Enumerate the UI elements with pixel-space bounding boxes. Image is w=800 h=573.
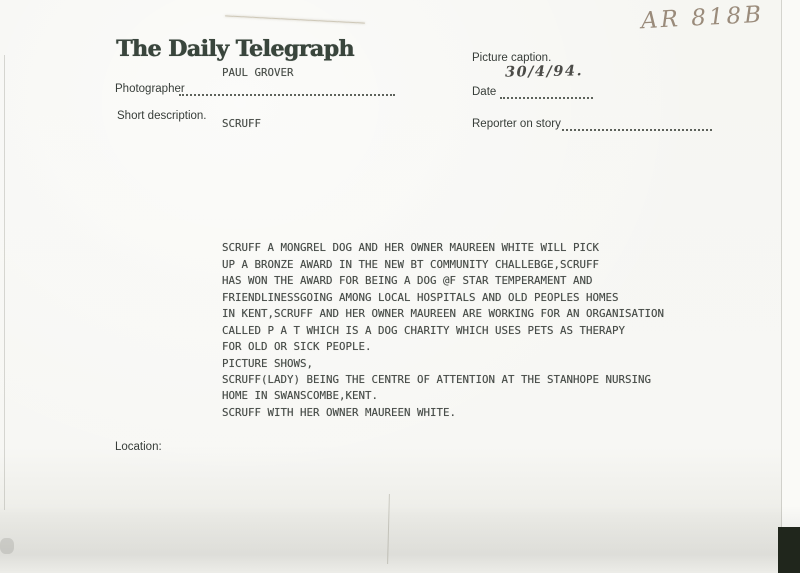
- reporter-label: Reporter on story: [472, 118, 561, 130]
- caption-line: IN KENT,SCRUFF AND HER OWNER MAUREEN ARE WORKING FOR AN ORGANISATION: [222, 307, 665, 321]
- date-label: Date: [472, 86, 497, 98]
- scan-corner-dark: [778, 527, 800, 573]
- newspaper-masthead: The Daily Telegraph: [116, 36, 354, 62]
- picture-caption-label: Picture caption.: [472, 52, 552, 64]
- date-dotted-line: [500, 97, 593, 99]
- location-label: Location:: [115, 441, 162, 453]
- reporter-dotted-line: [562, 129, 712, 131]
- caption-line: SCRUFF A MONGREL DOG AND HER OWNER MAUREEN WHITE WILL PICK: [222, 241, 600, 255]
- photographer-label: Photographer: [115, 83, 185, 95]
- photographer-dotted-line: [179, 94, 395, 96]
- caption-line: CALLED P A T WHICH IS A DOG CHARITY WHICH USES PETS AS THERAPY: [222, 323, 626, 337]
- caption-line: HAS WON THE AWARD FOR BEING A DOG @F STAR TEMPERAMENT AND: [222, 274, 593, 288]
- caption-line: UP A BRONZE AWARD IN THE NEW BT COMMUNITY CHALLEBGE,SCRUFF: [222, 257, 600, 271]
- paper-smudge: [0, 538, 14, 554]
- photographer-value: PAUL GROVER: [222, 66, 294, 79]
- paper-bottom-shading: [0, 506, 800, 573]
- paper-crease-top: [225, 15, 365, 23]
- caption-line: SCRUFF(LADY) BEING THE CENTRE OF ATTENTION AT THE STANHOPE NURSING: [222, 372, 652, 386]
- caption-line: FOR OLD OR SICK PEOPLE.: [222, 340, 372, 354]
- caption-text-block: [222, 191, 664, 421]
- paper-right-margin: [782, 0, 800, 528]
- short-description-label: Short description.: [117, 110, 207, 122]
- caption-line: SCRUFF WITH HER OWNER MAUREEN WHITE.: [222, 405, 457, 419]
- date-value-handwritten: 30/4/94.: [504, 62, 584, 81]
- caption-line: FRIENDLINESSGOING AMONG LOCAL HOSPITALS AND OLD PEOPLES HOMES: [222, 290, 619, 304]
- caption-line: HOME IN SWANSCOMBE,KENT.: [222, 389, 379, 403]
- handwritten-reference: AR 818B: [640, 1, 765, 35]
- paper-left-edge: [4, 55, 5, 510]
- short-description-value: SCRUFF: [222, 117, 262, 130]
- caption-line: PICTURE SHOWS,: [222, 356, 314, 370]
